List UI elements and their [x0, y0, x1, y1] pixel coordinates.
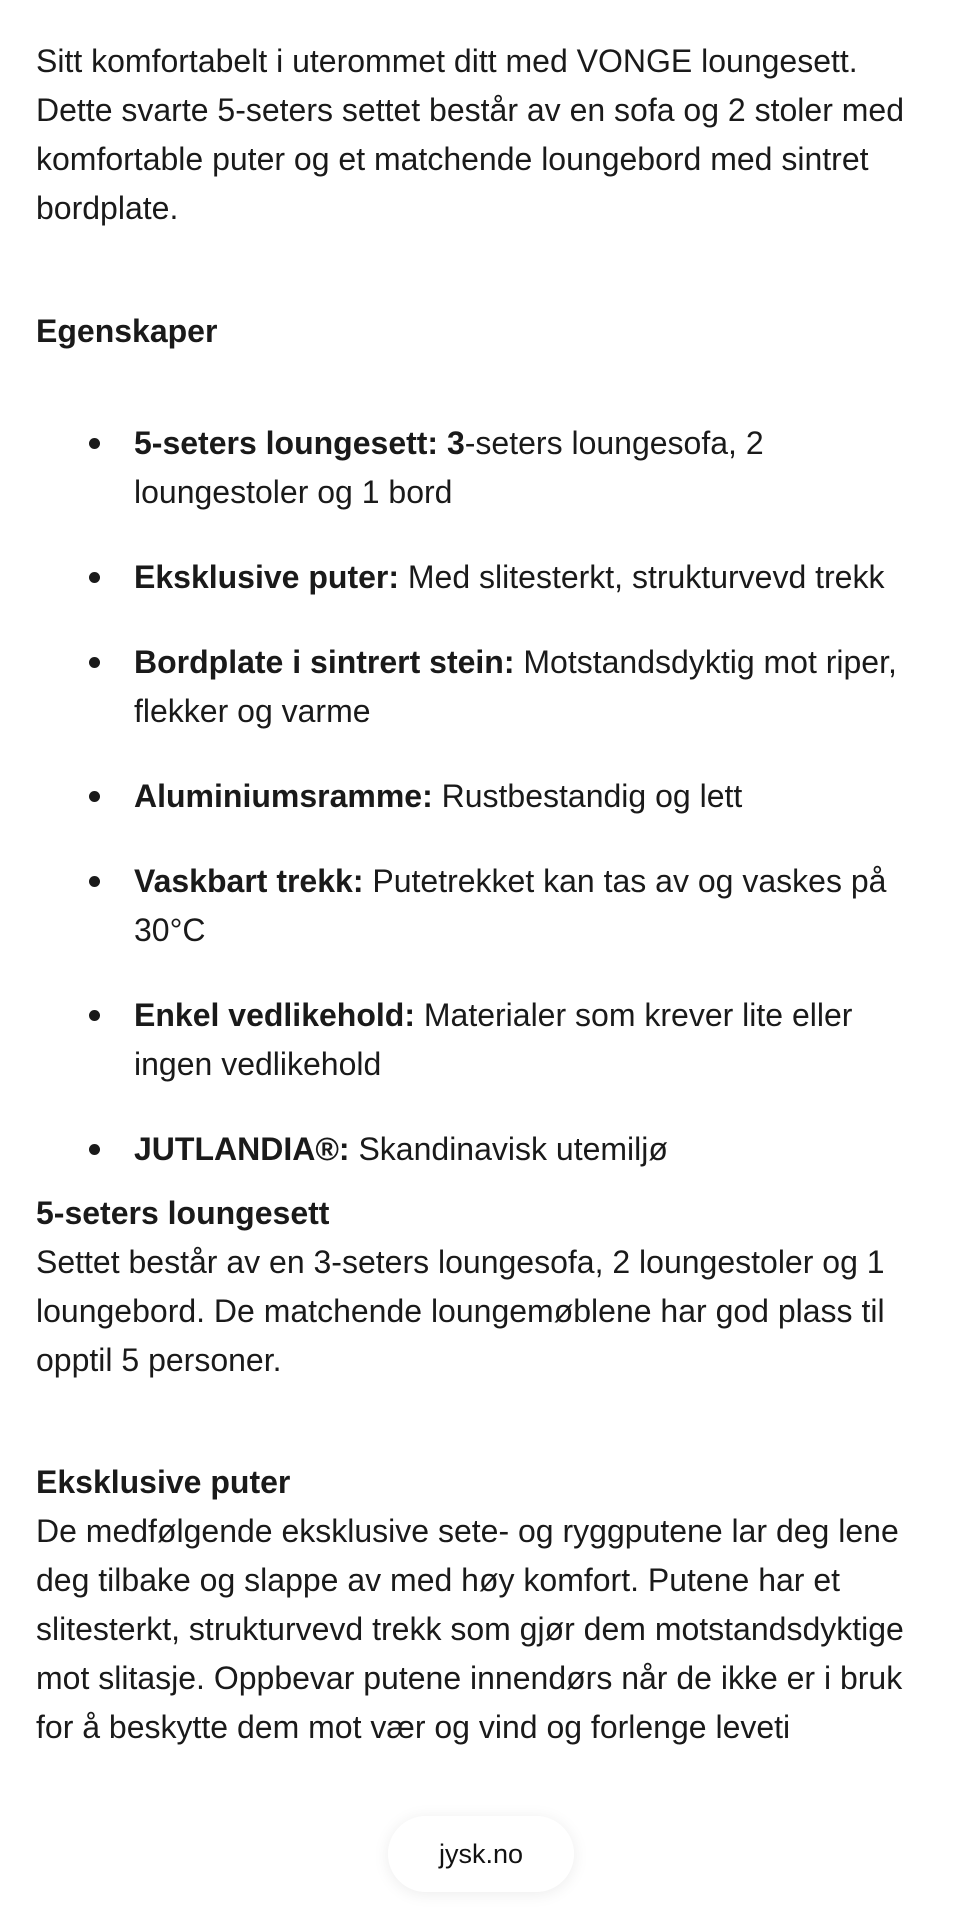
product-description	[36, 37, 926, 1752]
feature-text: -seters loungesofa, 2 loungestoler og 1 bord	[134, 425, 764, 510]
feature-item	[36, 553, 926, 602]
bullet-icon	[89, 876, 100, 887]
feature-item	[36, 419, 926, 517]
section-body: Settet består av en 3-seters loungesofa, 2 loungestoler og 1 loungebord. De matchende loungemøblene har god plass til opptil 5 personer.	[36, 1244, 885, 1378]
feature-text: Materialer som krever lite eller ingen vedlikehold	[134, 997, 853, 1082]
bullet-icon	[89, 1010, 100, 1021]
section-heading: 5-seters loungesett	[36, 1195, 330, 1231]
feature-text: Putetrekket kan tas av og vaskes på 30°C	[134, 863, 887, 948]
feature-term: Aluminiumsramme:	[134, 778, 433, 814]
feature-term: 5-seters loungesett: 3	[134, 425, 465, 461]
site-domain[interactable]: jysk.no	[438, 1838, 524, 1869]
bullet-icon	[89, 657, 100, 668]
feature-text: Motstandsdyktig mot riper, flekker og varme	[134, 644, 897, 729]
section-puter	[36, 1458, 926, 1752]
bullet-icon	[89, 438, 100, 449]
section-loungesett	[36, 1189, 926, 1385]
section-heading: Eksklusive puter	[36, 1464, 291, 1500]
feature-text: Skandinavisk utemiljø	[349, 1131, 668, 1167]
feature-term: Enkel vedlikehold:	[134, 997, 415, 1033]
address-bar-pill[interactable]	[388, 1816, 574, 1892]
feature-item	[36, 857, 926, 955]
intro-paragraph: Sitt komfortabelt i uterommet ditt med VONGE loungesett. Dette svarte 5-seters settet består av en sofa og 2 stoler med komfortable puter og et matchende loungebord med sintret bordplate.	[36, 43, 904, 226]
bullet-icon	[89, 1144, 100, 1155]
feature-term: Vaskbart trekk:	[134, 863, 364, 899]
feature-term: Bordplate i sintrert stein:	[134, 644, 515, 680]
feature-text: Med slitesterkt, strukturvevd trekk	[399, 559, 885, 595]
section-body: De medfølgende eksklusive sete- og ryggputene lar deg lene deg tilbake og slappe av med høy komfort. Putene har et slitesterkt, strukturvevd trekk som gjør dem motstandsdyktige mot slitasje. Oppbevar putene innendørs når de ikke er i bruk for å beskytte dem mot vær og vind og forlenge leveti	[36, 1513, 904, 1745]
bullet-icon	[89, 791, 100, 802]
feature-item	[36, 638, 926, 736]
feature-term: Eksklusive puter:	[134, 559, 399, 595]
features-list	[36, 419, 926, 1174]
feature-text: Rustbestandig og lett	[432, 778, 743, 814]
features-heading: Egenskaper	[36, 313, 218, 349]
feature-item	[36, 991, 926, 1089]
feature-term: JUTLANDIA®:	[134, 1131, 350, 1167]
bullet-icon	[89, 572, 100, 583]
feature-item	[36, 1125, 926, 1174]
feature-item	[36, 772, 926, 821]
